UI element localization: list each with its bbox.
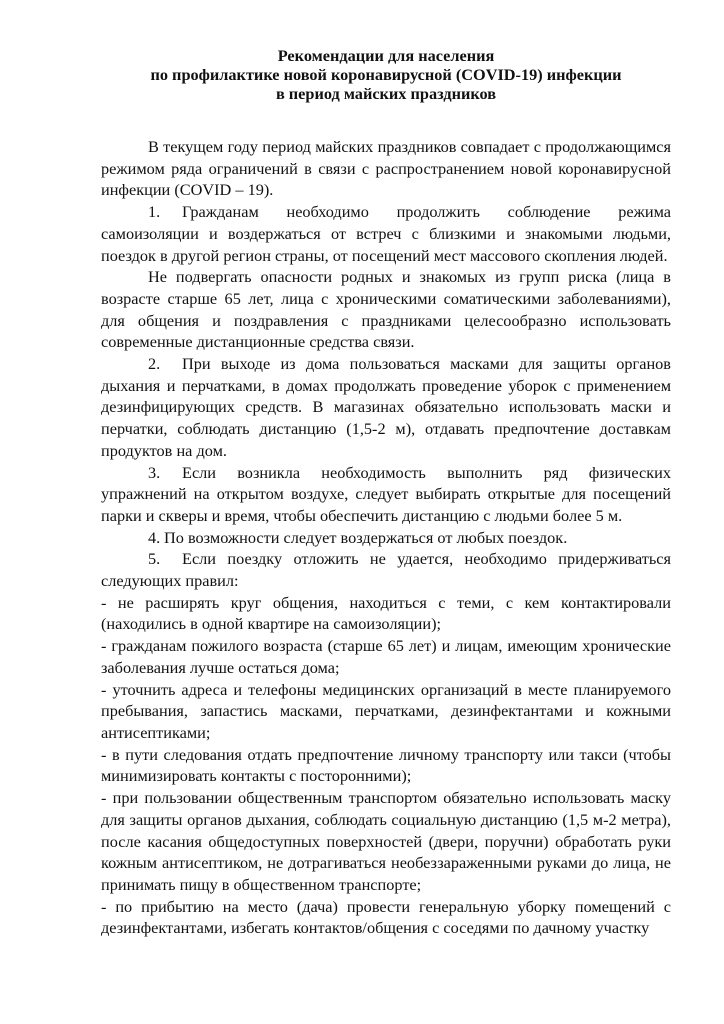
rule-item: - по прибытию на место (дача) провести генеральную уборку помещений с дезинфектантами, избегать контактов/общения с соседями по дачному участку bbox=[101, 896, 671, 938]
document-page bbox=[101, 46, 671, 939]
rule-item: - гражданам пожилого возраста (старше 65 лет) и лицам, имеющим хронические заболевания лучше остаться дома; bbox=[101, 636, 671, 677]
list-item-text: При выходе из дома пользоваться масками для защиты органов дыхания и перчатками, в домах продолжать проведение уборок с применением дезинфицирующих средств. В магазинах обязательно использовать маски и перчатки, соблюдать дистанцию (1,5-2 м), отдавать предпочтение доставкам продуктов на дом. bbox=[101, 354, 671, 460]
list-item-5 bbox=[101, 548, 671, 591]
list-item-text: Если возникла необходимость выполнить ряд физических упражнений на открытом воздухе, следует выбирать открытые для посещений парки и скверы и время, чтобы обеспечить дистанцию с людьми более 5 м. bbox=[101, 462, 671, 525]
list-item-3 bbox=[101, 462, 671, 527]
list-item-number: 1. bbox=[148, 202, 161, 222]
title-line-1: Рекомендации для населения bbox=[277, 46, 495, 65]
list-item-number: 3. bbox=[148, 462, 161, 482]
document-title bbox=[101, 46, 671, 103]
title-line-3: в период майских праздников bbox=[275, 84, 497, 103]
list-item-number: 2. bbox=[148, 354, 161, 374]
rule-item: - не расширять круг общения, находиться с теми, с кем контактировали (находились в одной квартире на самоизоляции); bbox=[101, 592, 671, 634]
list-item-2 bbox=[101, 353, 671, 462]
list-item-number: 4. bbox=[148, 527, 161, 547]
list-item-4 bbox=[101, 527, 671, 549]
list-item-1 bbox=[101, 201, 671, 266]
rule-item: - уточнить адреса и телефоны медицинских организаций в месте планируемого пребывания, запастись масками, перчатками, дезинфектантами и кожными антисептиками; bbox=[101, 679, 671, 742]
intro-paragraph: В текущем году период майских праздников совпадает с продолжающимся режимом ряда ограничений в связи с распространением новой коронавирусной инфекции (COVID – 19). bbox=[101, 137, 671, 200]
list-item-text: Гражданам необходимо продолжить соблюдение режима самоизоляции и воздержаться от встреч с близкими и знакомыми людьми, поездок в другой регион страны, от посещений мест массового скопления людей. bbox=[101, 202, 671, 265]
rule-item: - при пользовании общественным транспортом обязательно использовать маску для защиты органов дыхания, соблюдать социальную дистанцию (1,5 м-2 метра), после касания общедоступных поверхностей (двери, поручни) обработать руки кожным антисептиком, не дотрагиваться необеззараженными руками до лица, не принимать пищу в общественном транспорте; bbox=[101, 788, 671, 894]
list-item-text: По возможности следует воздержаться от любых поездок. bbox=[164, 527, 568, 547]
risk-group-paragraph: Не подвергать опасности родных и знакомых из групп риска (лица в возрасте старше 65 лет, лица с хроническими соматическими заболеваниями), для общения и поздравления с праздниками целесообразно использовать современные дистанционные средства связи. bbox=[101, 267, 671, 352]
list-item-number: 5. bbox=[148, 549, 161, 569]
title-line-2: по профилактике новой коронавирусной (COVID-19) инфекции bbox=[150, 65, 622, 84]
list-item-text: Если поездку отложить не удается, необходимо придерживаться следующих правил: bbox=[101, 549, 671, 591]
rule-item: - в пути следования отдать предпочтение личному транспорту или такси (чтобы минимизировать контакты с посторонними); bbox=[101, 744, 671, 786]
